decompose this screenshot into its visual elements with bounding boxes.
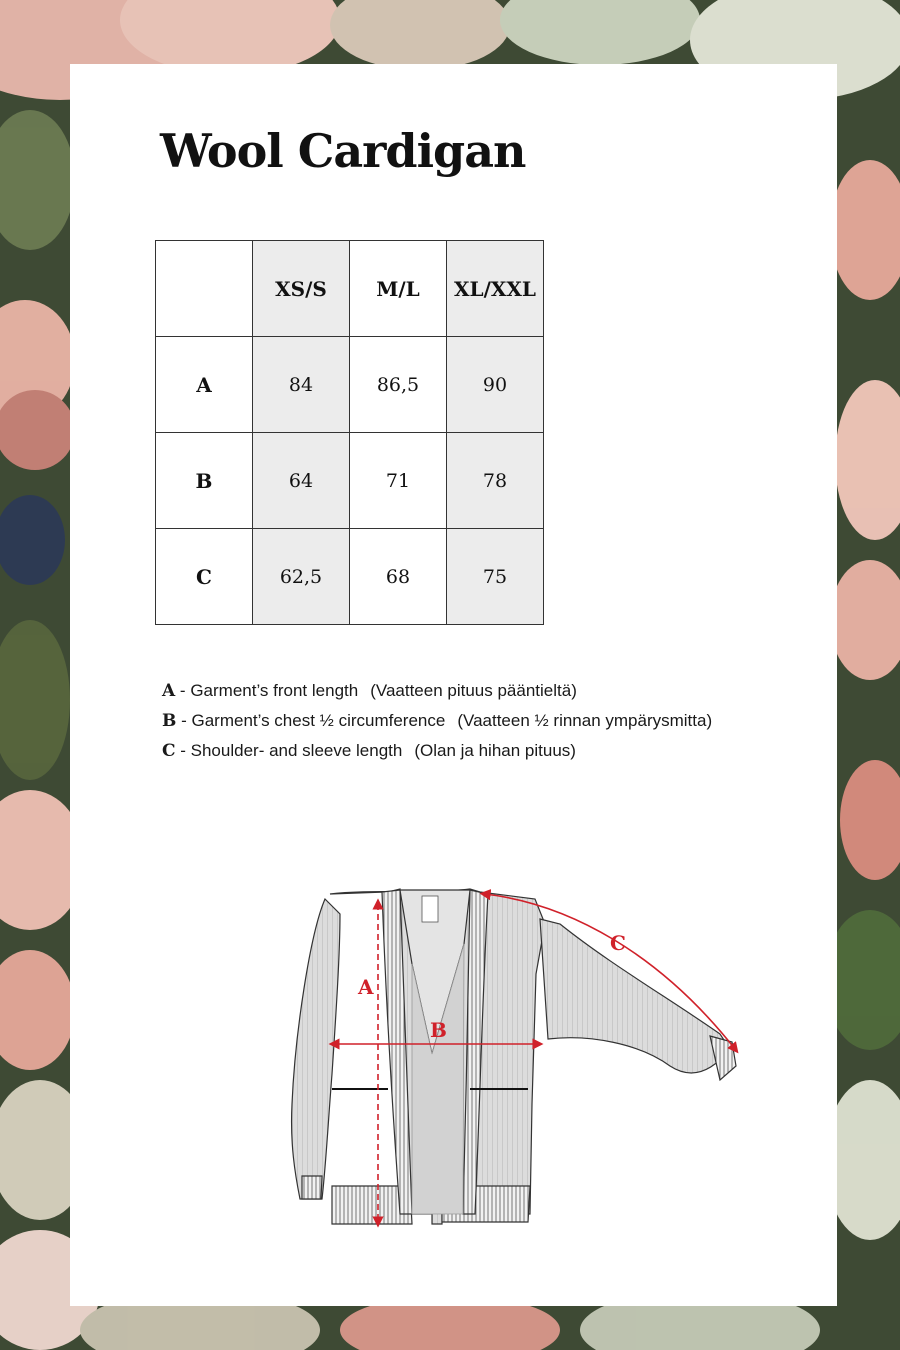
label-c: C (610, 931, 626, 955)
legend-translation: (Vaatteen ½ rinnan ympärysmitta) (457, 711, 713, 730)
row-label: C (156, 529, 253, 625)
table-corner-cell (156, 241, 253, 337)
label-a: A (358, 975, 374, 999)
measurement-cell: 62,5 (253, 529, 350, 625)
measurement-cell: 75 (447, 529, 544, 625)
measurement-cell: 68 (350, 529, 447, 625)
legend-key: A (162, 681, 176, 701)
legend-text: Shoulder- and sleeve length (190, 741, 403, 760)
legend-item (162, 736, 712, 766)
size-guide-card (70, 64, 837, 1306)
legend-separator: - (176, 711, 192, 730)
cardigan-diagram (70, 804, 837, 1254)
legend-item (162, 676, 712, 706)
measurement-cell: 86,5 (350, 337, 447, 433)
page-title: Wool Cardigan (160, 124, 526, 178)
size-table (155, 240, 544, 625)
legend-translation: (Vaatteen pituus pääntieltä) (370, 681, 577, 700)
cardigan-body (292, 889, 736, 1224)
table-header-row (156, 241, 544, 337)
row-label: A (156, 337, 253, 433)
table-row (156, 337, 544, 433)
legend-text: Garment’s front length (190, 681, 359, 700)
size-header: XL/XXL (447, 241, 544, 337)
table-row (156, 433, 544, 529)
label-b: B (430, 1018, 447, 1042)
measurement-legend (162, 676, 712, 766)
legend-translation: (Olan ja hihan pituus) (414, 741, 576, 760)
legend-text: Garment’s chest ½ circumference (191, 711, 446, 730)
legend-separator: - (175, 681, 191, 700)
measurement-cell: 71 (350, 433, 447, 529)
measurement-cell: 78 (447, 433, 544, 529)
legend-key: B (162, 711, 177, 731)
legend-separator: - (175, 741, 191, 760)
measurement-cell: 90 (447, 337, 544, 433)
size-header: M/L (350, 241, 447, 337)
measurement-cell: 64 (253, 433, 350, 529)
legend-item (162, 706, 712, 736)
table-row (156, 529, 544, 625)
size-header: XS/S (253, 241, 350, 337)
legend-key: C (162, 741, 176, 761)
measurement-cell: 84 (253, 337, 350, 433)
row-label: B (156, 433, 253, 529)
